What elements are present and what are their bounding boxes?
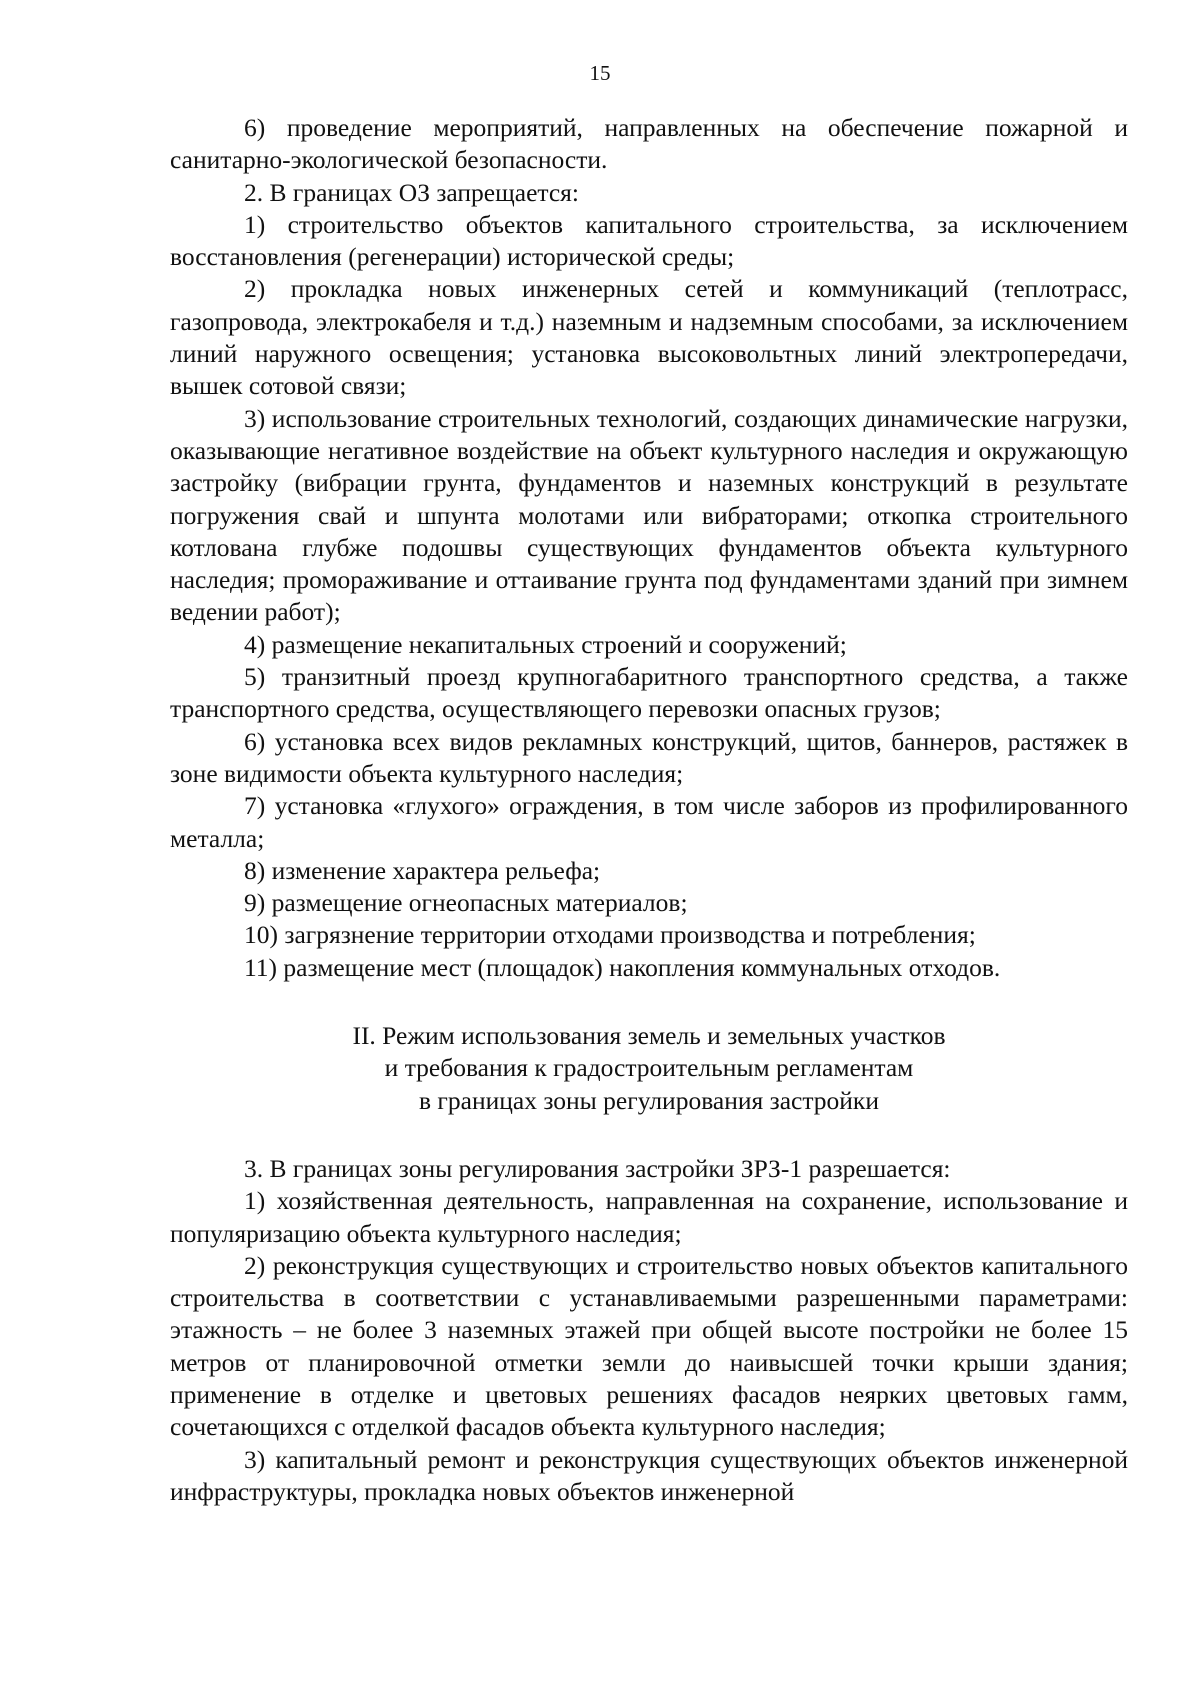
paragraph: 3) капитальный ремонт и реконструкция существующих объектов инженерной инфраструктуры, прокладка новых объектов инженерной: [170, 1444, 1128, 1506]
paragraph: 1) строительство объектов капитального строительства, за исключением восстановления (регенерации) исторической среды;: [170, 209, 1128, 272]
section-heading-line: в границах зоны регулирования застройки: [419, 1085, 879, 1115]
paragraph: 6) установка всех видов рекламных конструкций, щитов, баннеров, растяжек в зоне видимости объекта культурного наследия;: [170, 726, 1128, 788]
paragraph: 1) хозяйственная деятельность, направленная на сохранение, использование и популяризацию объекта культурного наследия;: [170, 1186, 1128, 1248]
paragraph: 11) размещение мест (площадок) накопления коммунальных отходов.: [244, 952, 1001, 982]
section-heading: [170, 1020, 1128, 1117]
paragraph: 7) установка «глухого» ограждения, в том числе заборов из профилированного металла;: [170, 791, 1128, 853]
section-heading-line: и требования к градостроительным регламентам: [384, 1053, 914, 1083]
paragraph: 2) реконструкция существующих и строительство новых объектов капитального строительства в соответствии с устанавливаемыми разрешенными параметрами: этажность – не более 3 наземных этажей при общей высоте постройки не более 15 метров от планировочной отметки земли до наивысшей точки крыши здания; применение в отделке и цветовых решениях фасадов неярких цветовых гамм, сочетающихся с отделкой фасадов объекта культурного наследия;: [170, 1250, 1128, 1442]
paragraph: 3) использование строительных технологий, создающих динамические нагрузки, оказывающие негативное воздействие на объект культурного наследия и окружающую застройку (вибрации грунта, фундаментов и наземных конструкций в результате погружения свай и шпунта молотами или вибраторами; откопка строительного котлована глубже подошвы существующих фундаментов объекта культурного наследия; промораживание и оттаивание грунта под фундаментами зданий при зимнем ведении работ);: [170, 403, 1128, 627]
paragraph: 4) размещение некапитальных строений и сооружений;: [244, 629, 847, 659]
document-body: [170, 112, 1128, 1508]
section-heading-line: II. Режим использования земель и земельных участков: [352, 1021, 946, 1051]
paragraph: 2. В границах ОЗ запрещается:: [244, 177, 579, 207]
paragraph: 2) прокладка новых инженерных сетей и коммуникаций (теплотрасс, газопровода, электрокабеля и т.д.) наземным и надземным способами, за исключением линий наружного освещения; установка высоковольтных линий электропередачи, вышек сотовой связи;: [170, 274, 1128, 401]
paragraph: 6) проведение мероприятий, направленных на обеспечение пожарной и санитарно-экологической безопасности.: [170, 113, 1128, 175]
paragraph: 9) размещение огнеопасных материалов;: [244, 888, 688, 918]
paragraph: 5) транзитный проезд крупногабаритного транспортного средства, а также транспортного средства, осуществляющего перевозки опасных грузов;: [170, 662, 1128, 724]
paragraph: 8) изменение характера рельефа;: [244, 855, 601, 885]
paragraph: 3. В границах зоны регулирования застройки ЗРЗ-1 разрешается:: [244, 1153, 951, 1183]
paragraph: 10) загрязнение территории отходами производства и потребления;: [244, 920, 976, 950]
page-number: 15: [589, 61, 611, 85]
